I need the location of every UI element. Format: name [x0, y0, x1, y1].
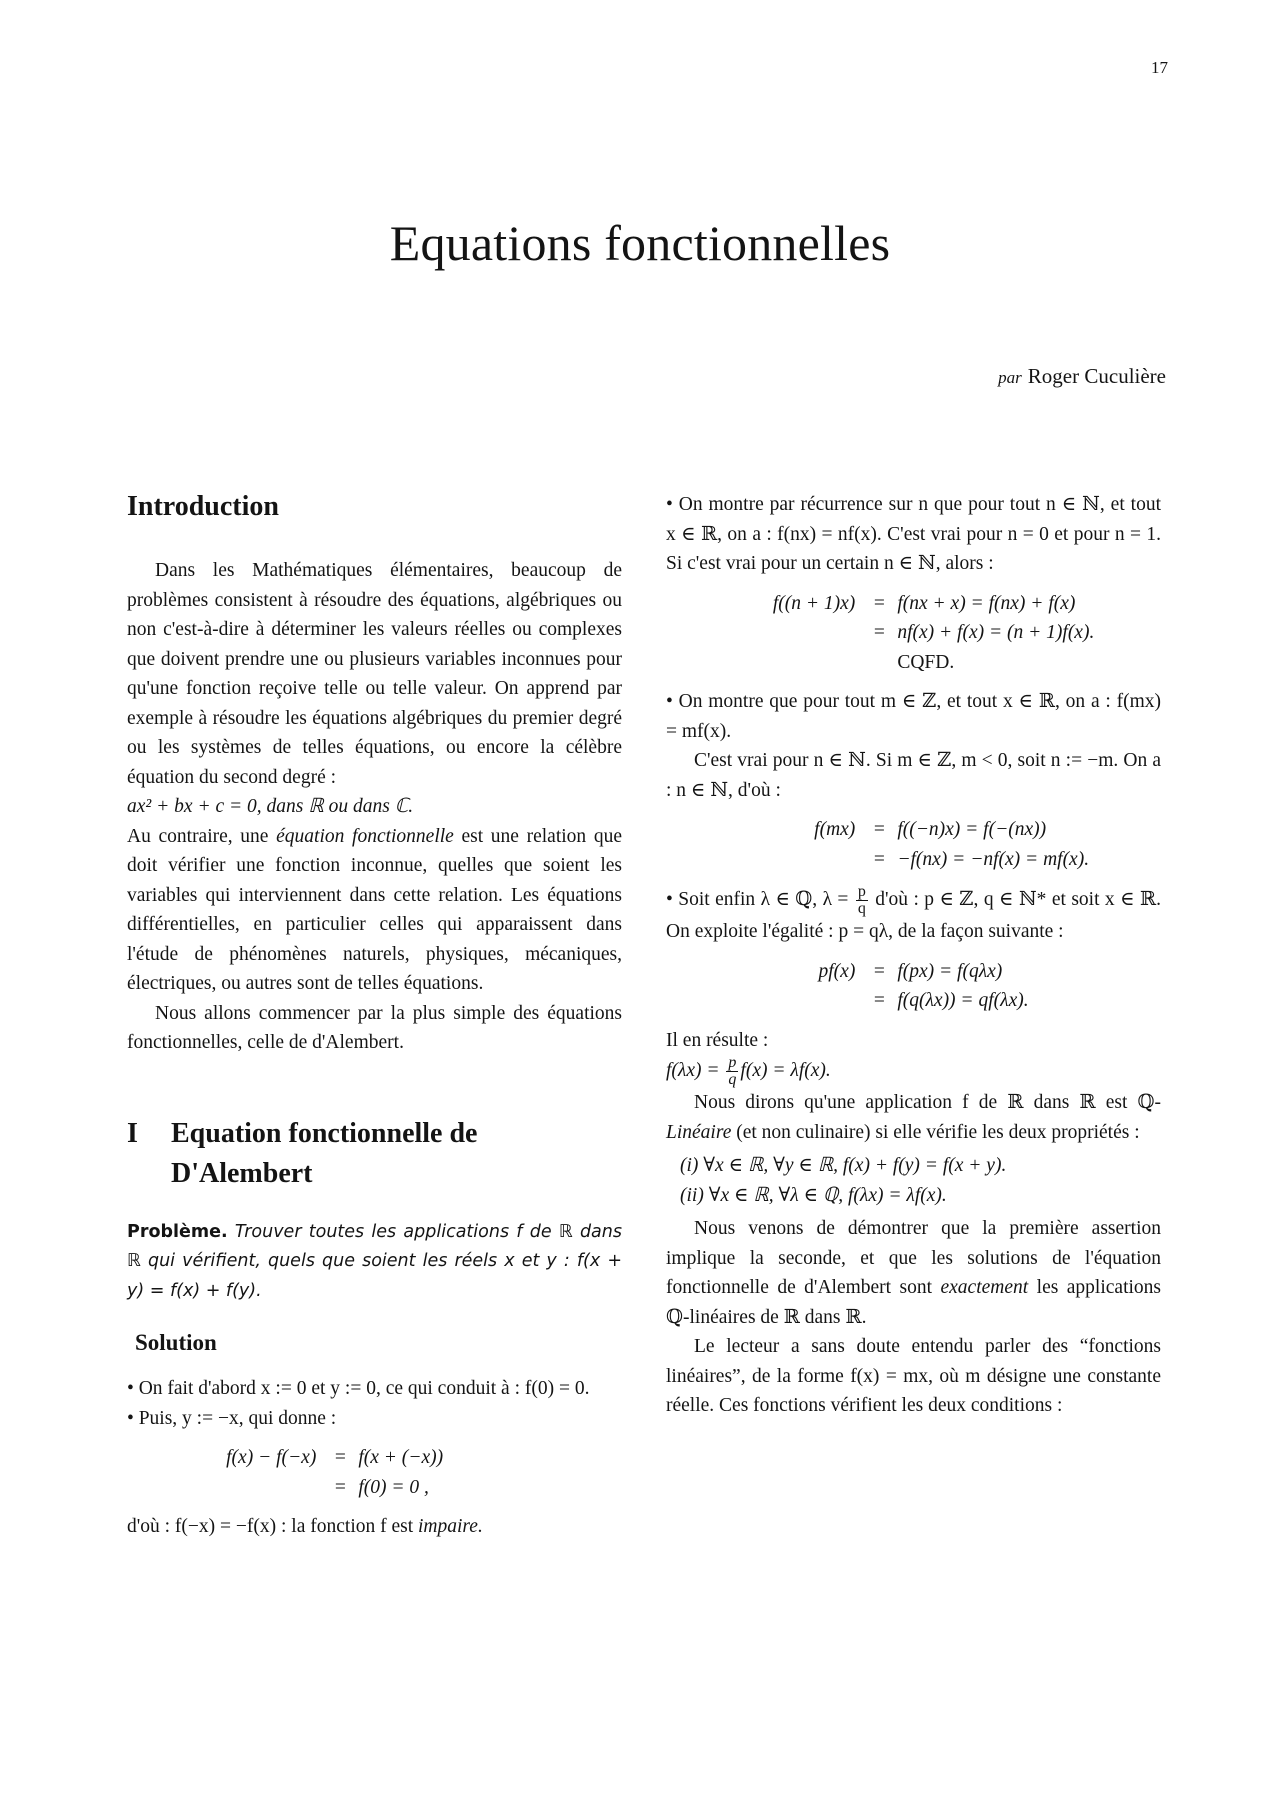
conclusion-text: d'où : f(−x) = −f(x) : la fonction f est — [127, 1516, 419, 1537]
equation-rhs: nf(x) + f(x) = (n + 1)f(x). — [897, 622, 1095, 643]
solution-heading: Solution — [135, 1330, 217, 1355]
equation-relation: = — [334, 1476, 346, 1498]
equation-relation: = — [334, 1447, 346, 1468]
intro-p2-end: est une relation que doit vérifier une fonction inconnue, quelles que soient les variables qui interviennent dans cette relation. Les équations différentielles, en particulier celles qui apparaissent dans l'étude de phénomènes naturels, physiques, mécaniques, électriques, ou autres sont de telles équations. — [127, 825, 622, 994]
term-functional-equation: équation fonctionnelle — [276, 825, 454, 847]
equation-relation: = — [873, 848, 885, 870]
induction-bullet: • On montre par récurrence sur n que pour tout n ∈ ℕ, et tout x ∈ ℝ, on a : f(nx) = nf(x). C'est vrai pour n = 0 et pour n = 1. Si c'est vrai pour un certain n ∈ ℕ, alors : — [666, 494, 1161, 574]
equation-row — [666, 618, 1161, 648]
equation-row — [666, 957, 1161, 987]
problem-statement — [127, 1218, 622, 1307]
problem-text: Trouver toutes les applications f de ℝ dans ℝ qui vérifient, quels que soient les réels x et y : f(x + y) = f(x) + f(y). — [127, 1221, 622, 1301]
rational-result-equation — [666, 1055, 1161, 1088]
equation-relation: = — [873, 819, 885, 840]
proof-text-end: les applications ℚ-linéaires de ℝ dans ℝ. — [666, 1277, 1161, 1328]
odd-function-conclusion — [127, 1512, 622, 1542]
equation-row — [127, 1473, 622, 1503]
result-intro: Il en résulte : — [666, 1029, 769, 1051]
proof-text-start: Nous venons de démontrer que la première assertion implique la seconde, et que les solutions de l'équation fonctionnelle de d'Alembert sont — [666, 1218, 1161, 1298]
quadratic-equation: ax² + bx + c = 0, dans ℝ ou dans ℂ. — [127, 796, 414, 817]
fraction-p-over-q — [856, 884, 868, 917]
section-number: I — [127, 1117, 138, 1149]
section-title: Equation fonctionnelle de D'Alembert — [171, 1117, 478, 1189]
integer-bullet: • On montre que pour tout m ∈ ℤ, et tout x ∈ ℝ, on a : f(mx) = mf(x). — [666, 691, 1161, 742]
equation-row — [666, 589, 1161, 619]
definition-text-start: Nous dirons qu'une application f de ℝ dans ℝ est ℚ- — [694, 1092, 1161, 1113]
equation-rhs: f(x + (−x)) — [358, 1447, 444, 1468]
equation-relation: = — [873, 622, 885, 643]
chapter-title: Equations fonctionnelles — [389, 215, 891, 271]
intro-paragraph-3: Nous allons commencer par la plus simple des équations fonctionnelles, celle de d'Alembert. — [127, 1002, 622, 1053]
result-rhs: f(x) = λf(x). — [740, 1059, 831, 1081]
integer-derivation — [666, 815, 1161, 874]
integer-paragraph: C'est vrai pour n ∈ ℕ. Si m ∈ ℤ, m < 0, soit n := −m. On a : n ∈ ℕ, d'où : — [666, 750, 1161, 801]
equation-lhs: pf(x) — [818, 960, 856, 982]
page-number: 17 — [1151, 58, 1168, 77]
rational-text-end: d'où : p ∈ ℤ, q ∈ ℕ* et soit x ∈ ℝ. On exploite l'égalité : p = qλ, de la façon suivante : — [666, 888, 1162, 942]
equation-rhs: f(nx + x) = f(nx) + f(x) — [897, 592, 1076, 614]
equation-row — [666, 986, 1161, 1016]
induction-derivation — [666, 589, 1161, 678]
term-odd: impaire. — [418, 1516, 483, 1537]
term-linear: Linéaire — [666, 1121, 732, 1143]
fraction-numerator: p — [728, 1054, 737, 1071]
definition-paragraph — [666, 1088, 1161, 1147]
properties-list — [666, 1151, 1161, 1210]
definition-text-end: (et non culinaire) si elle vérifie les deux propriétés : — [731, 1121, 1140, 1143]
equation-lhs: f((n + 1)x) — [772, 592, 856, 614]
qed-marker: CQFD. — [897, 651, 955, 673]
equation-relation: = — [873, 592, 885, 614]
equation-lhs: f(mx) — [814, 819, 856, 840]
rational-derivation — [666, 957, 1161, 1016]
equation-rhs: f(px) = f(qλx) — [897, 960, 1003, 982]
property-i: (i) ∀x ∈ ℝ, ∀y ∈ ℝ, f(x) + f(y) = f(x + y). — [680, 1155, 1007, 1176]
equation-relation: = — [873, 990, 885, 1011]
solution-bullet-1: • On fait d'abord x := 0 et y := 0, ce qui conduit à : f(0) = 0. — [127, 1378, 590, 1399]
fraction-numerator: p — [857, 883, 866, 900]
rational-text-start: • Soit enfin λ ∈ ℚ, λ = — [666, 888, 854, 910]
equation-row — [666, 648, 1161, 678]
solution-bullet-2: • Puis, y := −x, qui donne : — [127, 1407, 337, 1429]
property-ii: (ii) ∀x ∈ ℝ, ∀λ ∈ ℚ, f(λx) = λf(x). — [680, 1184, 947, 1206]
problem-label: Problème. — [127, 1221, 228, 1242]
odd-function-derivation — [127, 1443, 622, 1502]
equation-relation: = — [873, 960, 885, 982]
section-heading — [127, 1114, 622, 1194]
fraction-p-over-q — [726, 1055, 738, 1088]
author-name: Roger Cuculière — [1027, 364, 1166, 388]
equation-rhs: f(q(λx)) = qf(λx). — [897, 990, 1029, 1011]
equation-row — [666, 815, 1161, 845]
introduction-heading: Introduction — [127, 491, 279, 522]
equation-rhs: f(0) = 0 , — [358, 1476, 429, 1498]
equation-row — [666, 845, 1161, 875]
linear-functions-paragraph: Le lecteur a sans doute entendu parler des “fonctions linéaires”, de la forme f(x) = mx, où m désigne une constante réelle. Ces fonctions vérifient les deux conditions : — [666, 1336, 1161, 1416]
equation-rhs: f((−n)x) = f(−(nx)) — [897, 819, 1047, 840]
term-exactly: exactement — [940, 1277, 1029, 1298]
fraction-denominator: q — [857, 900, 866, 917]
fraction-denominator: q — [728, 1071, 737, 1088]
intro-paragraph-1: Dans les Mathématiques élémentaires, beaucoup de problèmes consistent à résoudre des équations, algébriques ou non c'est-à-dire à déterminer les valeurs réelles ou complexes que doivent prendre une ou plusieurs variables inconnues pour qu'une fonction reçoive telle ou telle valeur. On apprend par exemple à résoudre les équations algébriques du premier degré ou les systèmes de telles équations, ou encore la célèbre équation du second degré : — [127, 560, 622, 788]
equation-row — [127, 1443, 622, 1473]
intro-paragraph-2 — [127, 822, 622, 999]
proof-summary-paragraph — [666, 1214, 1161, 1332]
equation-lhs: f(x) − f(−x) — [226, 1447, 317, 1468]
left-column — [127, 490, 622, 1542]
byline — [820, 364, 1166, 389]
result-lhs: f(λx) = — [666, 1059, 725, 1081]
byline-prefix: par — [998, 368, 1022, 387]
intro-p2-start: Au contraire, une — [127, 825, 277, 847]
rational-bullet — [666, 884, 1161, 947]
equation-rhs: −f(nx) = −nf(x) = mf(x). — [897, 848, 1090, 870]
right-column — [666, 490, 1161, 1421]
